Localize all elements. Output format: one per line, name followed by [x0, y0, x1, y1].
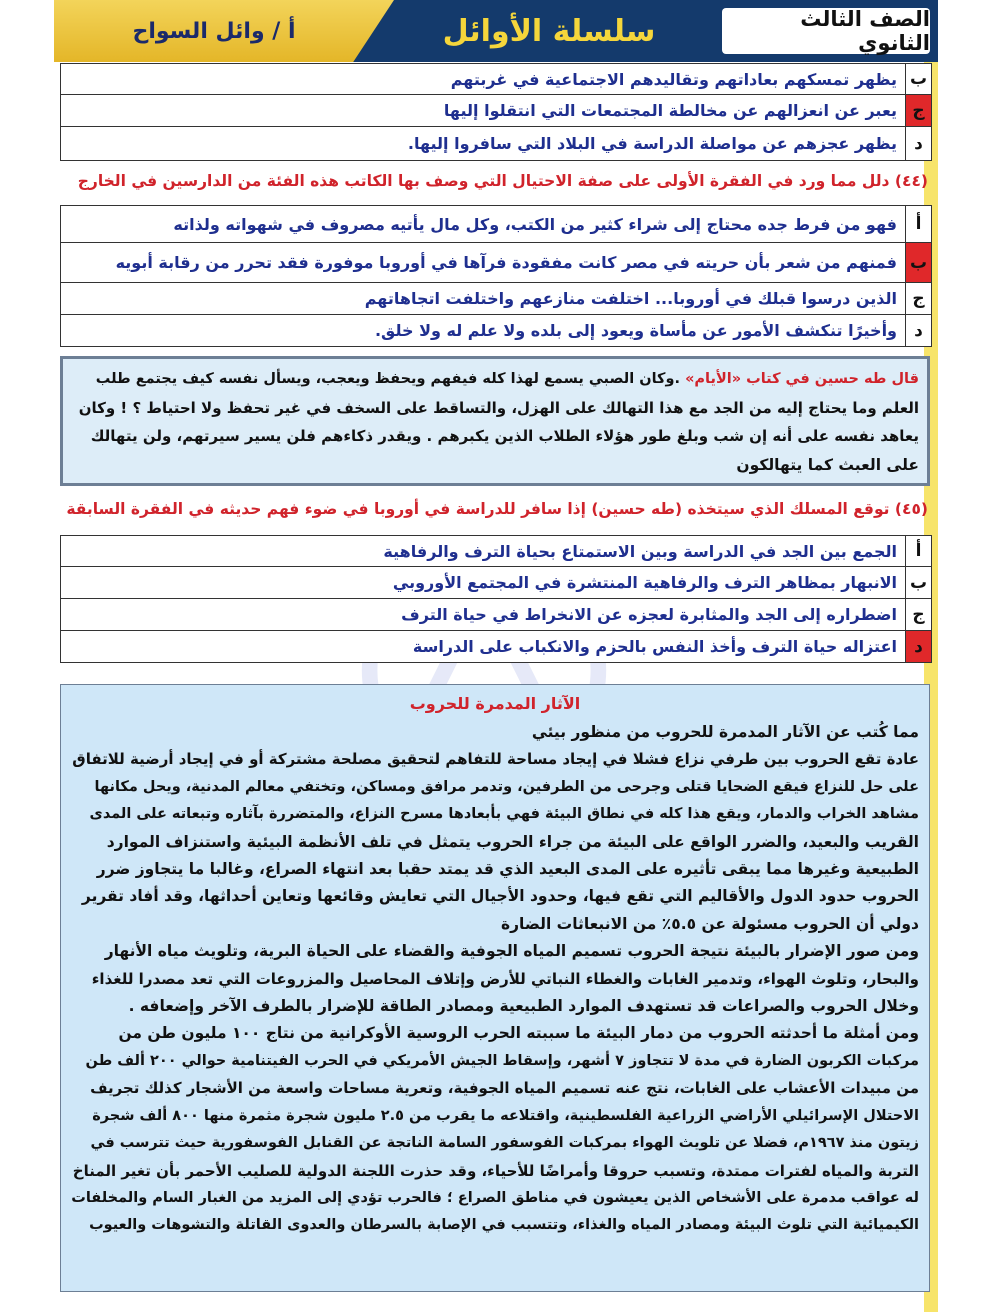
article-line: التربة والمياه لفترات ممتدة، وتسبب حروقا وأمراضًا للأحياء، وقد حذرت اللجنة الدولية للصليب الأحمر بأن تغير المناخ	[72, 1161, 919, 1180]
q43-option-d[interactable]	[60, 127, 932, 161]
article-line: الاحتلال الإسرائيلي الأراضي الزراعية الفلسطينية، واقتلاعه ما يقرب من ٢.٥ مليون شجرة مثمرة منها ٨٠٠ ألف شجرة	[92, 1107, 919, 1124]
option-letter-correct: ج	[905, 95, 931, 126]
q45-question: (٤٥) توقع المسلك الذي سيتخذه (طه حسين) إذا سافر للدراسة في أوروبا في ضوء فهم حديثه في الفقرة السابقة	[66, 500, 928, 518]
taha-hussein-passage	[60, 356, 930, 486]
option-letter: ج	[905, 599, 931, 630]
q44-question: (٤٤) دلل مما ورد في الفقرة الأولى على صفة الاحتيال التي وصف بها الكاتب هذه الفئة من الدارسين في الخارج	[77, 172, 928, 190]
passage-line-3: يعاهد نفسه على أنه إن شب وبلغ طور هؤلاء الطلاب الذين يكبرهم . ويقدر ذكاءهم فلن يسير سيرتهم، ولن يتهالك	[90, 427, 919, 445]
option-text: الذين درسوا قبلك في أوروبا... اختلفت منازعهم واختلفت اتجاهاتهم	[364, 289, 897, 308]
option-text: فمنهم من شعر بأن حريته في مصر كانت مفقودة فرآها في أوروبا موفورة فقد تحرر من رقابة أبويه	[115, 253, 897, 272]
option-text: وأخيرًا تنكشف الأمور عن مأساة ويعود إلى بلده ولا علم له ولا خلق.	[374, 321, 897, 340]
option-text: يعبر عن انعزالهم عن مخالطة المجتمعات التي انتقلوا إليها	[443, 101, 897, 120]
article-line: مشاهد الخراب والدمار، ويقع هذا كله في نطاق البيئة فهي بأبعادها مسرح النزاع، والمتضررة بآثاره وتبعاته على المدى	[89, 806, 919, 823]
article-line: دولي أن الحروب مسئولة عن ٥.٥٪ من الانبعاثات الضارة	[500, 914, 919, 933]
option-letter-correct: د	[905, 631, 931, 662]
article-line: الطبيعية وغيرها مما يبقى تأثيره على المدى البعيد الذي قد يمتد حقبا بعد انتهاء الصراع، وغالبا ما يتجاوز ضرر	[96, 860, 919, 879]
passage-line-2: العلم وما يحتاج إليه من الجد مع هذا التهالك على الهزل، والتساقط على السخف في غير تحفظ ولا احتياط ؟ ! وكان	[78, 398, 919, 417]
q45-option-b[interactable]	[60, 567, 932, 599]
q45-option-c[interactable]	[60, 599, 932, 631]
option-text: اضطراره إلى الجد والمثابرة لعجزه عن الانخراط في حياة الترف	[401, 605, 897, 624]
passage-intro: قال طه حسين في كتاب «الأيام»	[685, 371, 919, 387]
q44-option-d[interactable]	[60, 315, 932, 347]
option-letter: ج	[905, 283, 931, 314]
article-line: زيتون منذ ١٩٦٧م، فضلا عن تلويث الهواء بمركبات الفوسفور السامة الناتجة عن القنابل الفوسفورية حيث تترسب في	[90, 1135, 919, 1152]
teacher-name: أ / وائل السواح	[132, 18, 296, 44]
option-letter: أ	[905, 536, 931, 566]
option-letter: د	[905, 127, 931, 160]
q44-option-a[interactable]	[60, 205, 932, 243]
q44-option-b[interactable]	[60, 243, 932, 283]
option-text: فهو من فرط جده محتاج إلى شراء كثير من الكتب، وكل مال يأتيه مصروف في شهواته ولذاته	[173, 214, 897, 234]
war-effects-article	[60, 684, 930, 1292]
article-line: له عواقب مدمرة على الأشخاص الذين يعيشون في مناطق الصراع ؛ فالحرب تؤدي إلى المزيد من الغبار السام والمخلفات	[71, 1189, 919, 1206]
option-text: الانبهار بمظاهر الترف والرفاهية المنتشرة في المجتمع الأوروبي	[392, 573, 897, 592]
passage-line-1-rest: .وكان الصبي يسمع لهذا كله فيفهم ويحفظ ويعجب، ويسأل نفسه كيف يجتمع طلب	[95, 371, 680, 387]
passage-line-1	[71, 365, 919, 394]
article-line: ومن أمثلة ما أحدثته الحروب من دمار البيئة ما سببته الحرب الروسية الأوكرانية من نتاج ١٠٠ مليون طن من	[118, 1024, 919, 1043]
article-line: الحروب حدود الدول والأقاليم التي تقع فيها، وحدود الأجيال التي تعايش وقائعها وتعاين أحداثها، وقد أفاد تقرير	[81, 887, 919, 906]
article-title: الآثار المدمرة للحروب	[409, 694, 581, 713]
option-letter: ب	[905, 64, 931, 94]
article-line: من مبيدات الأعشاب على الغابات، نتج عنه تسميم المياه الجوفية، وتعرية مساحات واسعة من الأشجار كذلك تجريف	[90, 1079, 919, 1098]
q44-options	[60, 205, 932, 347]
article-line: القريب والبعيد، والضرر الواقع على البيئة من جراء الحروب يتمثل في تلف الأنظمة البيئية واستنزاف الموارد	[106, 832, 919, 851]
option-letter: د	[905, 315, 931, 346]
article-line: والبحار، وتلوث الهواء، وتدمير الغابات والغطاء النباتي للأرض وإتلاف المحاصيل والمزروعات التي تعد مصدرا للغذاء	[91, 969, 919, 988]
grade-label: الصف الثالث الثانوي	[722, 8, 930, 54]
article-line: مركبات الكربون الضارة في مدة لا تتجاوز ٧ أشهر، وإسقاط الجيش الأمريكي في الحرب الفيتنامية حوالي ٢٠٠ ألف طن	[85, 1052, 919, 1069]
q45-option-a[interactable]	[60, 535, 932, 567]
q45-options	[60, 535, 932, 663]
article-line: ومن صور الإضرار بالبيئة نتيجة الحروب تسميم المياه الجوفية والقضاء على الحياة البرية، وتلويث مياه الأنهار	[104, 942, 919, 961]
q44-option-c[interactable]	[60, 283, 932, 315]
option-text: يظهر عجزهم عن مواصلة الدراسة في البلاد التي سافروا إليها.	[407, 134, 897, 153]
option-text: يظهر تمسكهم بعاداتهم وتقاليدهم الاجتماعية في غربتهم	[450, 69, 897, 89]
option-text: الجمع بين الجد في الدراسة وبين الاستمتاع بحياة الترف والرفاهية	[383, 541, 897, 561]
article-line: مما كُتب عن الآثار المدمرة للحروب من منظور بيئي	[531, 723, 919, 741]
q45-option-d[interactable]	[60, 631, 932, 663]
option-letter: ب	[905, 567, 931, 598]
option-letter: أ	[905, 206, 931, 242]
series-title: سلسلة الأوائل	[442, 13, 656, 49]
header-banner	[54, 0, 938, 62]
article-line: الكيميائية التي تلوث البيئة ومصادر المياه والغذاء، وتتسبب في الإصابة بالسرطان والعدوى القاتلة والتشوهات والعيوب	[89, 1217, 919, 1234]
q43-option-b[interactable]	[60, 63, 932, 95]
worksheet-page	[54, 0, 938, 1312]
article-line: على حل للنزاع فيقع الضحايا قتلى وجرحى من الطرفين، وتدمر مرافق ومساكن، وتختفي معالم المدنية، ويحل مكانها	[94, 778, 919, 795]
article-line: عادة تقع الحروب بين طرفي نزاع فشلا في إيجاد مساحة للتفاهم لتحقيق مصلحة مشتركة أو في إيجاد أرضية للاتفاق	[72, 750, 919, 769]
q43-option-c[interactable]	[60, 95, 932, 127]
option-letter-correct: ب	[905, 243, 931, 282]
article-line: وخلال الحروب والصراعات قد تستهدف الموارد الطبيعية ومصادر الطاقة للإضرار بالطرف الآخر وإضعافه .	[128, 997, 919, 1016]
option-text: اعتزاله حياة الترف وأخذ النفس بالحزم والانكباب على الدراسة	[412, 637, 897, 656]
passage-line-4: على العبث كما يتهالكون	[736, 455, 919, 474]
q43-options	[60, 63, 932, 161]
